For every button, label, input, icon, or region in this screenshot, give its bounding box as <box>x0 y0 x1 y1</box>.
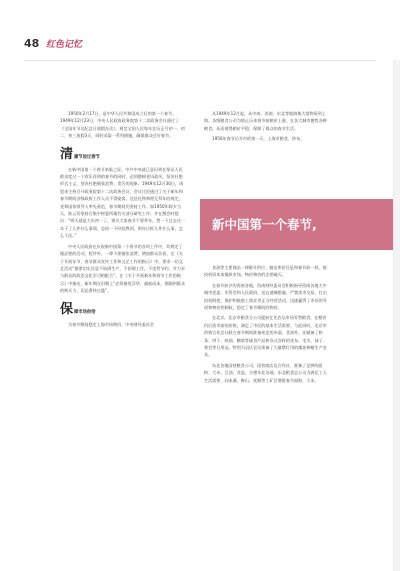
intro-paragraph: 1950年2月17日，是中华人民共和国成立后的第一个春节。1949年12月23日，中央人民政府政务院第十二次政务会议通过了《全国年节及纪念日放假办法》，规定全国人民每年农历正月初一、初二、初三放假3天，同时采取一系列措施，确保群众过好春节。 <box>60 111 185 139</box>
section-heading-initial: 保 <box>60 301 74 317</box>
body-paragraph: 中央人民政府在庆祝新中国第一个春节的各项工作中，均规定了隆必要的活动，程序外，一律不准铺张浪费，增加群众负担。在《关于开展年节、春节群众宣传工作和文艺工作的指示》中，要求一切文艺活动“都要切实注意不妨碍生产，不妨碍工作，不违背节约，并力求与群众的政治文化学习相配合”。在《关于开展新年和春节工作的指示》中指出，新年期在旧朝上“必须避免浮华、减低成本，照顾到群众的购买力，切忌奢侈过滥”。 <box>60 243 185 294</box>
section-heading-rest: 障市场供给 <box>74 309 96 315</box>
running-head: 红色记忆 <box>46 40 83 50</box>
body-paragraph: 在北京，北京市粮食分公司提前在先农坛市场零售粮食，在粮价仍后依市前的价格，满足了市民的基本生活需要。与此同时，北京市供销合作总社联合春节期间准备充足的米面、食油外，还储备了粉条、饼干、纸烟、糖果等副食产品和各式各样的花布、毛巾、袜子、香皂等日用品，特别为羽区农民准备了大量燃灯用的煤油和蜡生产农具。 <box>204 315 327 358</box>
body-paragraph: 在新中国第一个春节来临之际，中共中央就已意识到在保证人民群众度过一个欢乐祥和的春节的同时，必须整顿党风政风，坚决杜绝形式主义，坚决杜绝铺张浪费、贪污的现象。1949年12月30日，周恩来主持召开政务院第十二次政务会议，会议讨论通过了关于新年和春节期间各级政府工作人员不得宴客、送送礼物和相互拜年的规定，党和国家领导人率先垂范，春节期间仍坚持工作。如1950年除夕当天，陈云仍坚持召集中财委所属有关部分研究工作；并在散会时提出：“明天就是大年初一了，建议大家春节不要拜年，想一下过去这一年干了几件什么事情，总结一下经验教训，明年应抓几件什么事，怎么干法。” <box>60 166 185 239</box>
section-heading-rest: 廉节俭过春节 <box>74 154 100 160</box>
section-heading-frugal <box>60 148 185 161</box>
body-paragraph: 在春节前夕的西南各地，西南财经委员会积极指导西南各地大中城市党委、军管会和人民政府，迅自速臻措施，严禁黑市交易，打击投机倒把，保护和鼓励工商业者正当经营活动，迅速赢得了市场领导权和物价控制权，稳定了春节期间的物价。 <box>204 282 327 311</box>
section-heading-initial: 清 <box>60 146 74 162</box>
title-banner <box>200 199 400 250</box>
body-paragraph: 从1949年12月起，从中南、西南、东北等地调集大批物资到上海。各级粮食公司为防止历来春节前粮价上涨，在各大城市抛售各种粮食，从而使得粮价平稳，保障了群众的春节生活。 <box>204 111 327 131</box>
banner-title: 新中国第一个春节, <box>212 217 317 232</box>
body-paragraph: 东北各地国营粮食公司、国营商店及合作社，准备了足够的面粉、大米、豆油、食盐、分猪车北各地。东北粮食总公司为满足工人生活需要，向本溪、鞍山、抚顺等工矿区增拨春节面粉、大米。 <box>204 362 327 383</box>
page-edge-shadow <box>393 60 400 571</box>
left-column <box>60 110 185 331</box>
page-number: 48 <box>24 37 40 50</box>
section-heading-supply <box>60 303 185 316</box>
header-divider <box>24 60 376 61</box>
body-paragraph: 为春节期间稳定上海市场物价，中央财经委员会 <box>68 321 154 327</box>
right-column-bottom <box>204 264 330 387</box>
body-paragraph: 1950年春节后开市的第一天，上海市粮食、纱布、 <box>212 136 305 142</box>
body-paragraph: 食油等主要商品一律敞开供应，抛出库价还是和春节前一样，使投机资本家操纵市场，物价物价的企图破灭。 <box>204 265 327 278</box>
right-column-top <box>204 110 330 146</box>
